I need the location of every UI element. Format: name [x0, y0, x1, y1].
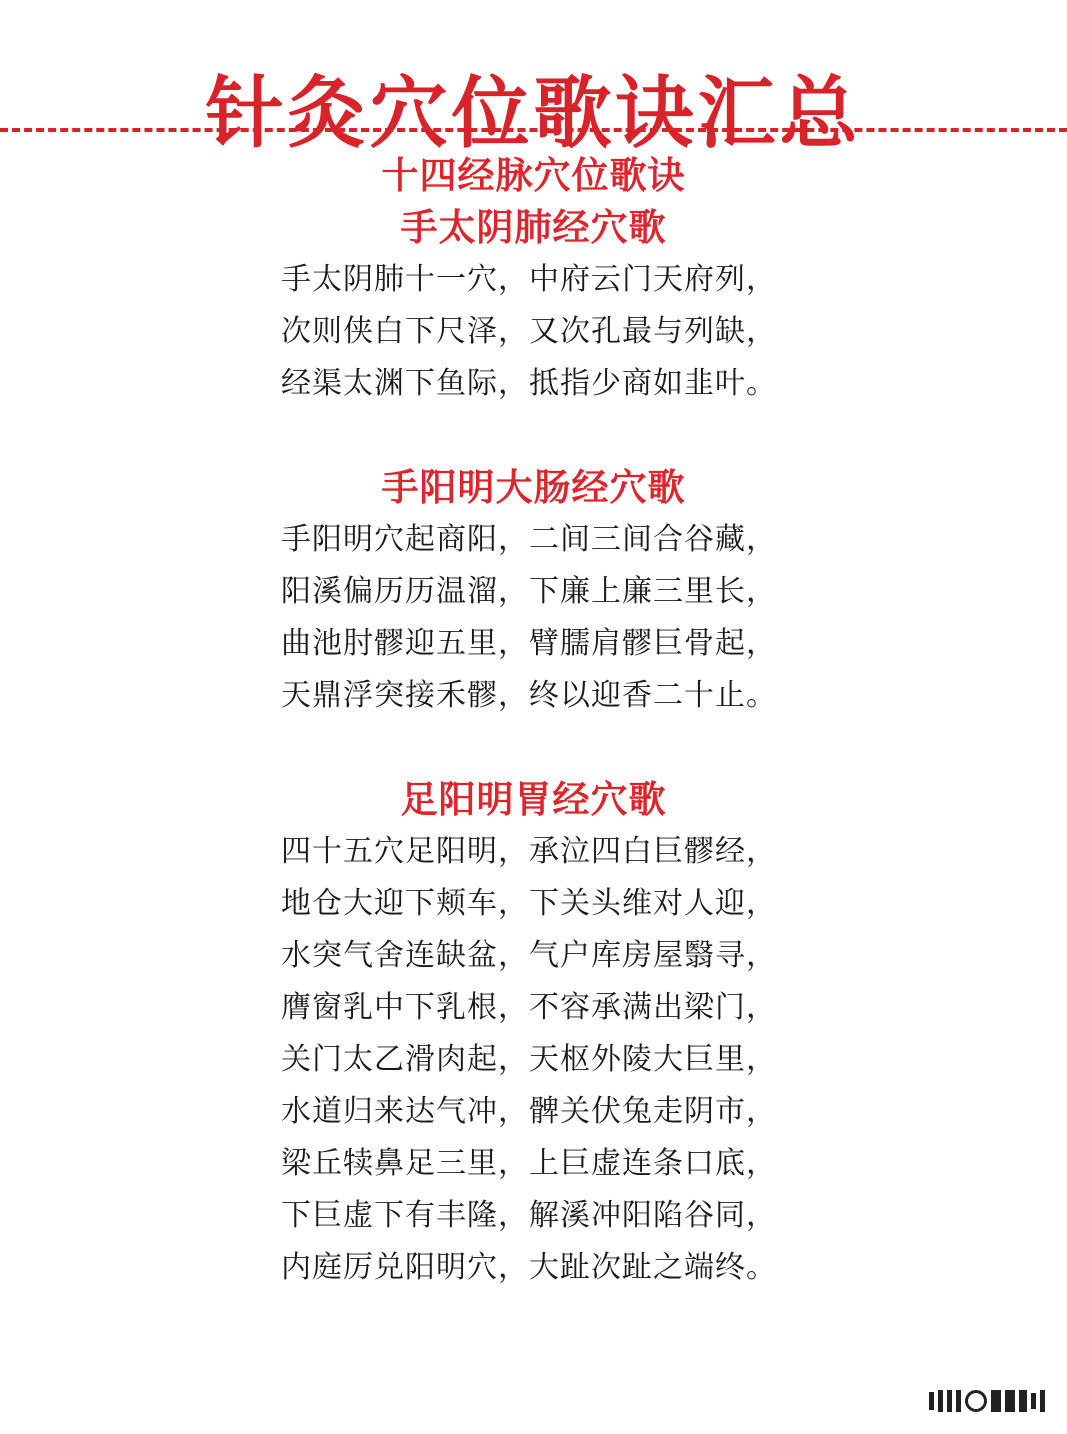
poem-line: 水道归来达气冲，髀关伏兔走阴市， — [281, 1094, 777, 1129]
section-stomach-meridian — [0, 774, 1067, 1294]
watermark-bar — [929, 1392, 934, 1410]
watermark-bar — [1005, 1390, 1015, 1412]
watermark-bar — [1031, 1393, 1036, 1409]
poem-lines — [0, 514, 1067, 722]
main-content — [0, 150, 1067, 1294]
poem-line: 梁丘犊鼻足三里，上巨虚连条口底， — [281, 1146, 777, 1181]
poem-line: 手阳明穴起商阳，二间三间合谷藏， — [281, 522, 777, 557]
poem-line: 阳溪偏历历温溜，下廉上廉三里长， — [281, 574, 777, 609]
poem-line: 曲池肘髎迎五里，臂臑肩髎巨骨起， — [281, 626, 777, 661]
watermark-bar — [938, 1390, 943, 1412]
poem-lines — [0, 254, 1067, 410]
poem-line: 次则侠白下尺泽，又次孔最与列缺， — [281, 314, 777, 349]
watermark-bar — [991, 1390, 1001, 1412]
watermark-bar — [1040, 1390, 1045, 1412]
poem-line: 下巨虚下有丰隆，解溪冲阳陷谷同， — [281, 1198, 777, 1233]
section-heading: 手太阴肺经穴歌 — [400, 206, 667, 249]
section-large-intestine-meridian — [0, 462, 1067, 722]
poem-line: 地仓大迎下颊车，下关头维对人迎， — [281, 886, 777, 921]
watermark-bar — [947, 1390, 952, 1412]
poem-line: 手太阴肺十一穴，中府云门天府列， — [281, 262, 777, 297]
watermark-bar — [1019, 1390, 1027, 1412]
poem-line: 膺窗乳中下乳根，不容承满出梁门， — [281, 990, 777, 1025]
poem-line: 水突气舍连缺盆，气户库房屋翳寻， — [281, 938, 777, 973]
poem-line: 内庭厉兑阳明穴，大趾次趾之端终。 — [281, 1250, 777, 1285]
watermark-bar — [956, 1390, 961, 1412]
dashed-divider — [0, 128, 1067, 132]
poem-line: 经渠太渊下鱼际，抵指少商如韭叶。 — [281, 366, 777, 401]
poem-line: 天鼎浮突接禾髎，终以迎香二十止。 — [281, 678, 777, 713]
page-title: 针灸穴位歌诀汇总 — [205, 69, 862, 160]
section-heading: 手阳明大肠经穴歌 — [381, 466, 686, 509]
section-heading: 足阳明胃经穴歌 — [400, 778, 667, 821]
poem-lines — [0, 826, 1067, 1294]
main-heading: 十四经脉穴位歌诀 — [381, 154, 686, 197]
watermark-circle-icon — [965, 1390, 987, 1412]
section-lung-meridian — [0, 202, 1067, 410]
poem-line: 关门太乙滑肉起，天枢外陵大巨里， — [281, 1042, 777, 1077]
watermark-logo — [929, 1390, 1045, 1412]
poem-line: 四十五穴足阳明，承泣四白巨髎经， — [281, 834, 777, 869]
